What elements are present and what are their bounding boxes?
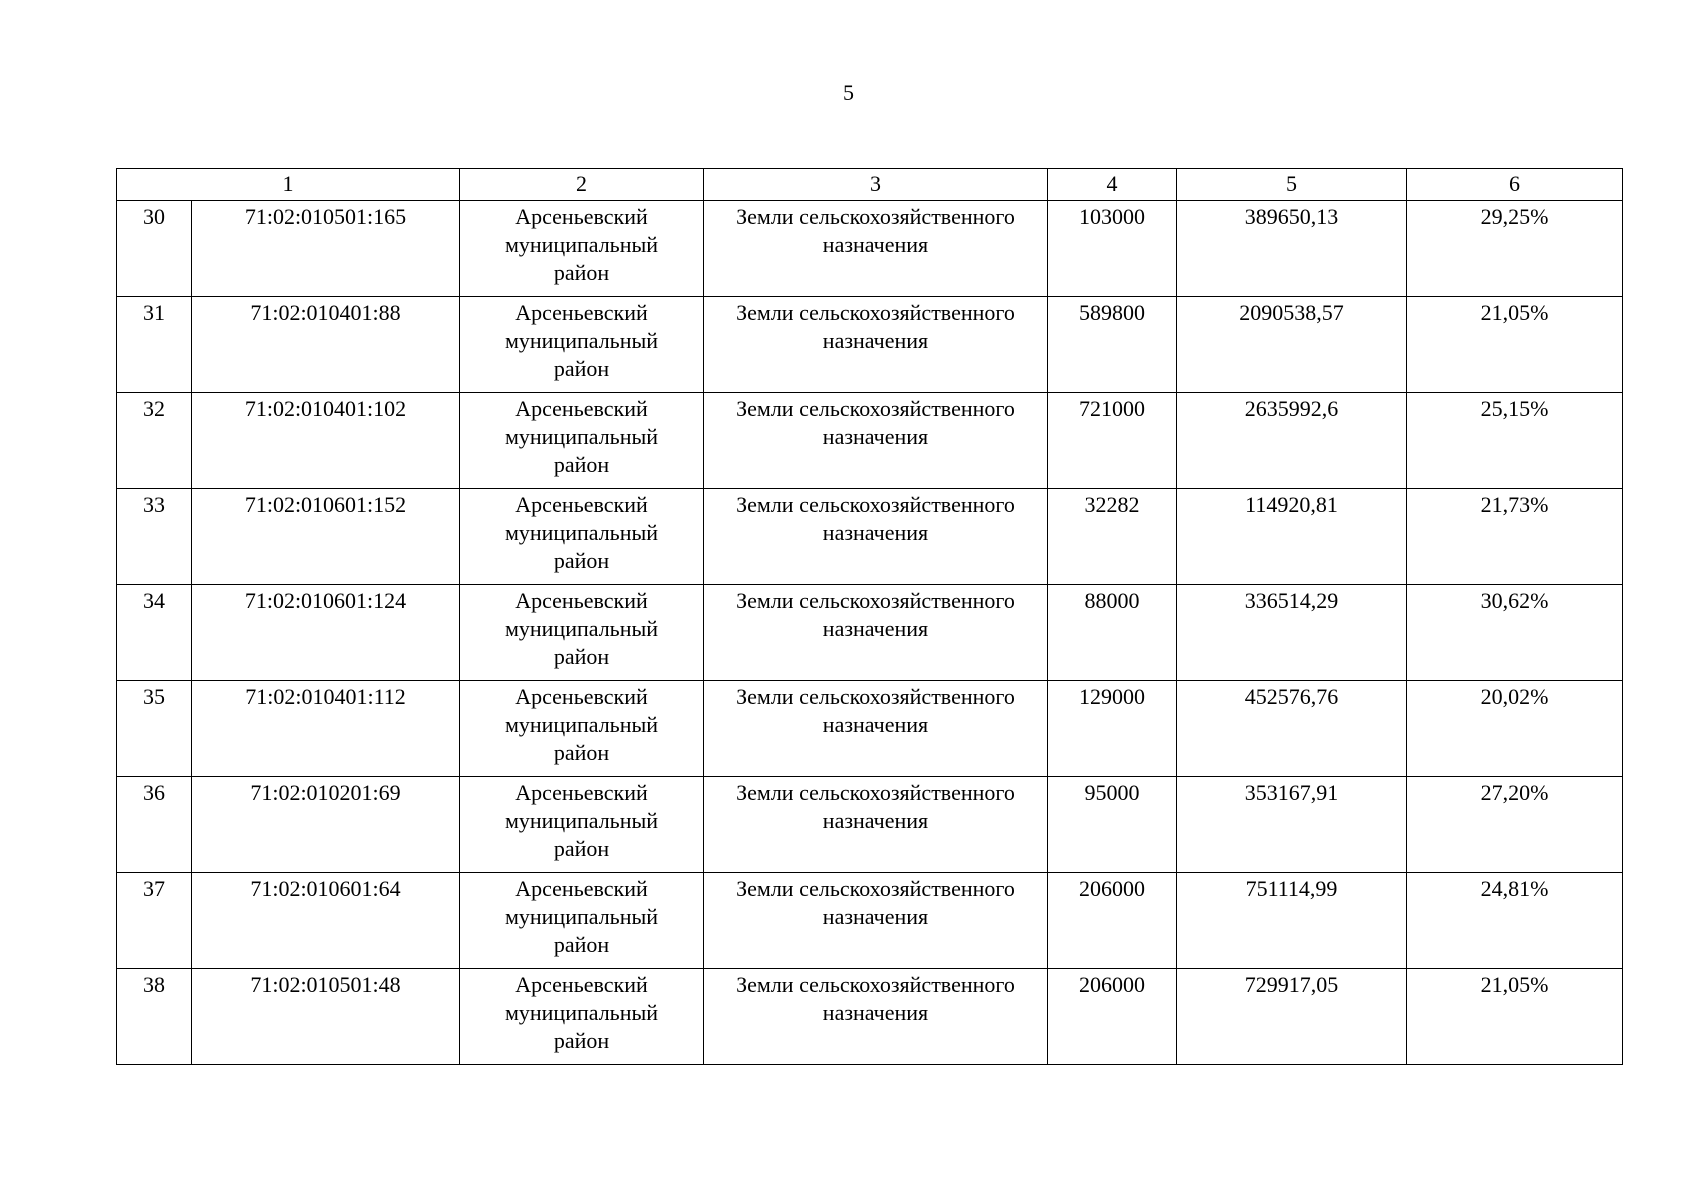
area-cell: 129000 — [1048, 681, 1177, 777]
district-cell-line: район — [553, 932, 610, 957]
land-category-cell-line: Земли сельскохозяйственного — [736, 492, 1015, 517]
district-cell-line: район — [553, 644, 610, 669]
page-number: 5 — [843, 80, 854, 105]
land-category-cell — [704, 297, 1048, 393]
district-cell-line: район — [553, 740, 610, 765]
district-cell-line: муниципальный — [504, 712, 659, 737]
table-row — [117, 585, 1623, 681]
percent-cell: 27,20% — [1407, 777, 1623, 873]
cadastral-number-cell: 71:02:010501:48 — [192, 969, 460, 1065]
row-number-cell: 36 — [117, 777, 192, 873]
table-row — [117, 777, 1623, 873]
area-cell: 206000 — [1048, 873, 1177, 969]
district-cell-line: Арсеньевский — [515, 876, 648, 901]
land-category-cell-line: назначения — [822, 808, 929, 833]
cadastral-value-cell: 729917,05 — [1177, 969, 1407, 1065]
land-category-cell-line: назначения — [822, 328, 929, 353]
land-category-cell-line: Земли сельскохозяйственного — [736, 396, 1015, 421]
land-category-cell-line: Земли сельскохозяйственного — [736, 876, 1015, 901]
table-row — [117, 873, 1623, 969]
cadastral-value-cell: 389650,13 — [1177, 201, 1407, 297]
cadastral-value-cell: 2090538,57 — [1177, 297, 1407, 393]
row-number-cell: 35 — [117, 681, 192, 777]
district-cell — [460, 969, 704, 1065]
district-cell-line: муниципальный — [504, 808, 659, 833]
area-cell: 103000 — [1048, 201, 1177, 297]
land-category-cell-line: назначения — [822, 1000, 929, 1025]
district-cell-line: муниципальный — [504, 520, 659, 545]
district-cell — [460, 297, 704, 393]
row-number-cell: 30 — [117, 201, 192, 297]
district-cell — [460, 873, 704, 969]
land-category-cell — [704, 873, 1048, 969]
district-cell — [460, 585, 704, 681]
table-row — [117, 201, 1623, 297]
land-category-cell-line: назначения — [822, 424, 929, 449]
cadastral-value-cell: 114920,81 — [1177, 489, 1407, 585]
table-row — [117, 681, 1623, 777]
district-cell — [460, 777, 704, 873]
land-category-cell-line: назначения — [822, 712, 929, 737]
land-category-cell — [704, 777, 1048, 873]
district-cell — [460, 201, 704, 297]
cadastral-number-cell: 71:02:010401:102 — [192, 393, 460, 489]
percent-cell: 21,05% — [1407, 297, 1623, 393]
district-cell-line: Арсеньевский — [515, 780, 648, 805]
cadastral-number-cell: 71:02:010201:69 — [192, 777, 460, 873]
district-cell-line: район — [553, 260, 610, 285]
district-cell — [460, 681, 704, 777]
cadastral-value-cell: 751114,99 — [1177, 873, 1407, 969]
district-cell-line: Арсеньевский — [515, 972, 648, 997]
land-category-cell — [704, 585, 1048, 681]
row-number-cell: 32 — [117, 393, 192, 489]
cadastral-number-cell: 71:02:010401:112 — [192, 681, 460, 777]
district-cell-line: Арсеньевский — [515, 684, 648, 709]
land-category-cell — [704, 489, 1048, 585]
district-cell — [460, 489, 704, 585]
district-cell-line: Арсеньевский — [515, 492, 648, 517]
land-category-cell-line: назначения — [822, 904, 929, 929]
table-row — [117, 489, 1623, 585]
cadastral-value-cell: 2635992,6 — [1177, 393, 1407, 489]
area-cell: 721000 — [1048, 393, 1177, 489]
district-cell-line: муниципальный — [504, 328, 659, 353]
row-number-cell: 37 — [117, 873, 192, 969]
district-cell-line: Арсеньевский — [515, 588, 648, 613]
district-cell-line: муниципальный — [504, 616, 659, 641]
area-cell: 206000 — [1048, 969, 1177, 1065]
row-number-cell: 38 — [117, 969, 192, 1065]
table-row — [117, 297, 1623, 393]
area-cell: 32282 — [1048, 489, 1177, 585]
land-category-cell-line: назначения — [822, 232, 929, 257]
area-cell: 88000 — [1048, 585, 1177, 681]
row-number-cell: 31 — [117, 297, 192, 393]
district-cell-line: Арсеньевский — [515, 204, 648, 229]
header-col-4: 4 — [1048, 169, 1177, 201]
table-header — [117, 169, 1623, 201]
district-cell-line: Арсеньевский — [515, 396, 648, 421]
cadastral-number-cell: 71:02:010601:124 — [192, 585, 460, 681]
header-col-3: 3 — [704, 169, 1048, 201]
land-plots-table — [116, 168, 1623, 1065]
cadastral-value-cell: 336514,29 — [1177, 585, 1407, 681]
cadastral-number-cell: 71:02:010601:64 — [192, 873, 460, 969]
table-body — [117, 201, 1623, 1065]
district-cell-line: муниципальный — [504, 904, 659, 929]
district-cell-line: Арсеньевский — [515, 300, 648, 325]
cadastral-value-cell: 353167,91 — [1177, 777, 1407, 873]
district-cell-line: район — [553, 1028, 610, 1053]
land-category-cell-line: Земли сельскохозяйственного — [736, 684, 1015, 709]
header-col-1: 1 — [117, 169, 460, 201]
percent-cell: 21,05% — [1407, 969, 1623, 1065]
cadastral-number-cell: 71:02:010601:152 — [192, 489, 460, 585]
percent-cell: 20,02% — [1407, 681, 1623, 777]
percent-cell: 24,81% — [1407, 873, 1623, 969]
district-cell-line: муниципальный — [504, 232, 659, 257]
table-row — [117, 393, 1623, 489]
percent-cell: 30,62% — [1407, 585, 1623, 681]
row-number-cell: 33 — [117, 489, 192, 585]
header-col-5: 5 — [1177, 169, 1407, 201]
cadastral-number-cell: 71:02:010501:165 — [192, 201, 460, 297]
header-col-2: 2 — [460, 169, 704, 201]
district-cell-line: район — [553, 452, 610, 477]
land-category-cell — [704, 393, 1048, 489]
district-cell-line: район — [553, 548, 610, 573]
percent-cell: 29,25% — [1407, 201, 1623, 297]
land-category-cell-line: назначения — [822, 520, 929, 545]
land-category-cell-line: Земли сельскохозяйственного — [736, 300, 1015, 325]
district-cell-line: муниципальный — [504, 424, 659, 449]
header-row — [117, 169, 1623, 201]
land-category-cell-line: Земли сельскохозяйственного — [736, 204, 1015, 229]
district-cell-line: район — [553, 356, 610, 381]
percent-cell: 21,73% — [1407, 489, 1623, 585]
land-category-cell — [704, 201, 1048, 297]
area-cell: 95000 — [1048, 777, 1177, 873]
land-category-cell-line: назначения — [822, 616, 929, 641]
table-row — [117, 969, 1623, 1065]
percent-cell: 25,15% — [1407, 393, 1623, 489]
district-cell-line: район — [553, 836, 610, 861]
district-cell-line: муниципальный — [504, 1000, 659, 1025]
land-category-cell-line: Земли сельскохозяйственного — [736, 780, 1015, 805]
district-cell — [460, 393, 704, 489]
land-category-cell-line: Земли сельскохозяйственного — [736, 972, 1015, 997]
cadastral-number-cell: 71:02:010401:88 — [192, 297, 460, 393]
header-col-6: 6 — [1407, 169, 1623, 201]
land-category-cell — [704, 681, 1048, 777]
area-cell: 589800 — [1048, 297, 1177, 393]
land-category-cell-line: Земли сельскохозяйственного — [736, 588, 1015, 613]
row-number-cell: 34 — [117, 585, 192, 681]
cadastral-value-cell: 452576,76 — [1177, 681, 1407, 777]
land-category-cell — [704, 969, 1048, 1065]
